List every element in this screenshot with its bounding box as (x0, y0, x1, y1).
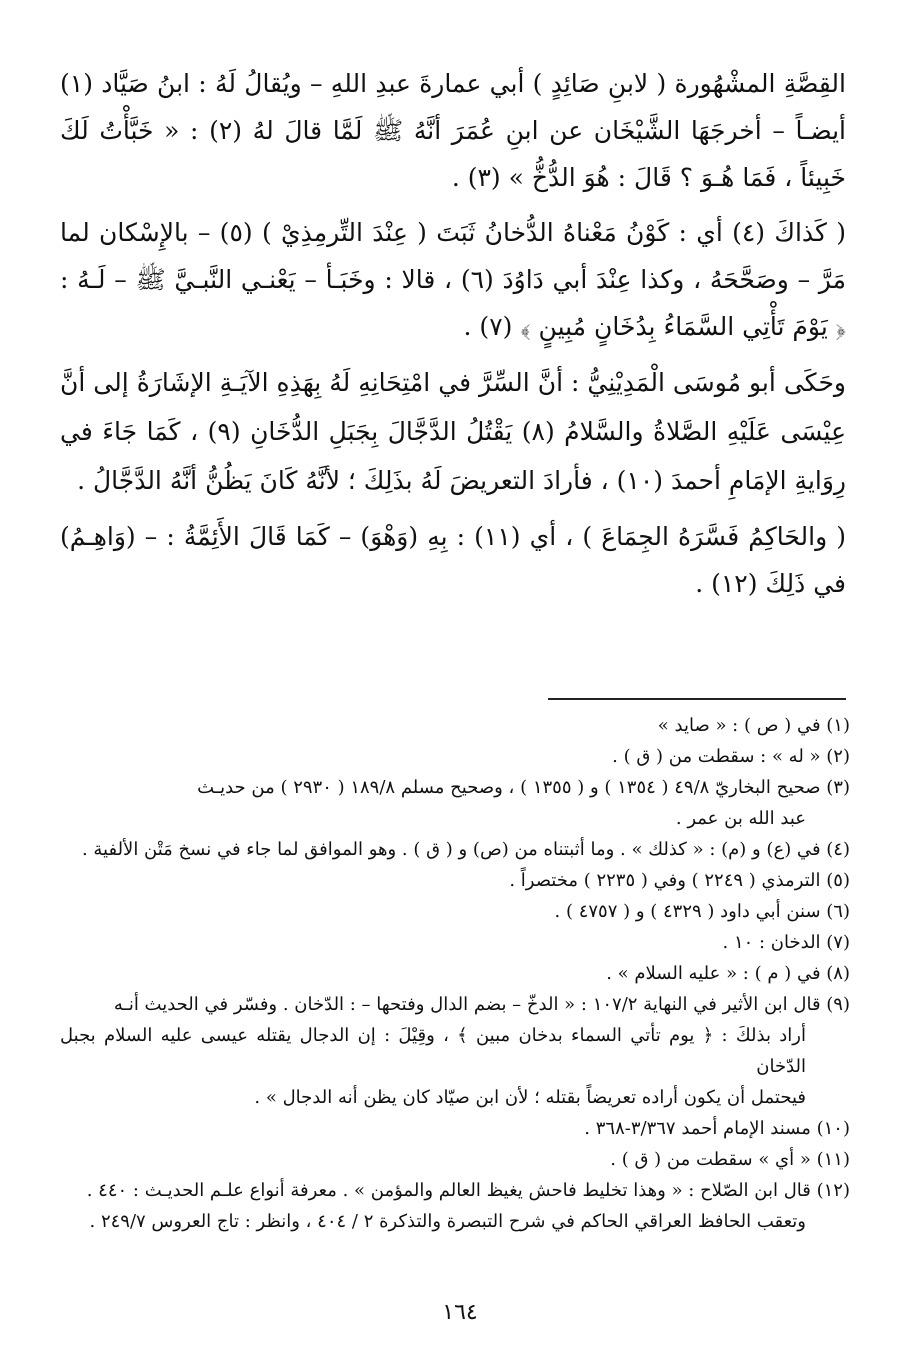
footnote-8: (٨) في ( م ) : « عليه السلام » . (606, 963, 850, 984)
paragraph-4: ( والحَاكِمُ فَسَّرَهُ الجِمَاعَ ) ، أي (١١) : بِهِ (وَهْوَ) – كَمَا قَالَ الأَئِمَّةُ : – (وَاهِـمُ) في ذَلِكَ (١٢) . (60, 522, 847, 598)
footnote-12-continued: وتعقب الحافظ العراقي الحاكم في شرح التبصرة والتذكرة ٢ / ٤٠٤ ، وانظر : تاج العروس ٢٤٩/٧ . (89, 1211, 806, 1232)
footnote-3-continued: عبد الله بن عمر . (675, 808, 806, 829)
footnote-divider (548, 698, 846, 700)
footnote-7: (٧) الدخان : ١٠ . (722, 932, 850, 953)
main-text (60, 60, 846, 615)
footnote-5: (٥) الترمذي ( ٢٢٤٩ ) وفي ( ٢٢٣٥ ) مختصراً . (509, 870, 850, 891)
footnote-9: (٩) قال ابن الأثير في النهاية ١٠٧/٢ : « الدخّ – بضم الدال وفتحها – : الدّخان . وفسّر في الحديث أنـه (113, 994, 850, 1015)
footnote-11: (١١) « أي » سقطت من ( ق ) . (610, 1149, 850, 1170)
footnote-1: (١) في ( ص ) : « صايد » (657, 715, 850, 736)
page-number: ١٦٤ (442, 1300, 478, 1325)
footnote-4: (٤) في (ع) و (م) : « كذلك » . وما أثبتناه من (ص) و ( ق ) . وهو الموافق لما جاء في نسخ مَتْن الألفية . (81, 839, 850, 860)
footnote-9-continued-2: فيحتمل أن يكون أراده تعريضاً بقتله ؛ لأن ابن صيّاد كان يظن أنه الدجال » . (254, 1087, 806, 1108)
footnote-10: (١٠) مسند الإمام أحمد ٣/٣٦٧-٣٦٨ . (584, 1118, 850, 1139)
footnote-2: (٢) « له » : سقطت من ( ق ) . (612, 746, 850, 767)
footnote-9-continued: أراد بذلكَ : ﴿ يوم تأتي السماء بدخان مبين ﴾ ، وقِيْلَ : إن الدجال يقتله عيسى عليه السلام بجبل الدّخان (60, 1025, 806, 1077)
paragraph-2: ( كَذاكَ (٤) أي : كَوْنُ مَعْناهُ الدُّخانُ ثَبَتَ ( عِنْدَ التِّرمِذِيْ ) (٥) – بالإِسْكان لما مَرَّ – وصَحَّحَهُ ، وكذا عِنْدَ أبي دَاوُدَ (٦) ، قالا : وخَبَـأ – يَعْنـي النَّبـيَّ ﷺ – لَـهُ : ﴿ يَوْمَ تَأْتِي السَّمَاءُ بِدُخَانٍ مُبِينٍ ﴾ (٧) . (60, 218, 846, 341)
footnote-3: (٣) صحيح البخاريّ ٤٩/٨ ( ١٣٥٤ ) و ( ١٣٥٥ ) ، وصحيح مسلم ١٨٩/٨ ( ٢٩٣٠ ) من حديـث (197, 777, 850, 798)
paragraph-1: القِصَّةِ المشْهُورة ( لابنِ صَائِدٍ ) أبي عمارةَ عبدِ اللهِ – ويُقالُ لَهُ : ابنُ صَيَّاد (١) أيضـاً – أخرجَهَا الشَّيْخَان عن ابنِ عُمَرَ أنَّهُ ﷺ لَمَّا قالَ لهُ (٢) : « خَبَّأْتُ لَكَ خَبِيئاً ، فَمَا هُـوَ ؟ قَالَ : هُوَ الدُّخُّ » (٣) . (60, 69, 846, 192)
footnote-12: (١٢) قال ابن الصّلاح : « وهذا تخليط فاحش يغيظ العالم والمؤمن » . معرفة أنواع علـم الحديـث : ٤٤٠ . (86, 1180, 850, 1201)
footnotes (60, 710, 850, 1237)
footnote-6: (٦) سنن أبي داود ( ٤٣٢٩ ) و ( ٤٧٥٧ ) . (554, 901, 850, 922)
paragraph-3: وحَكَى أبو مُوسَى الْمَدِيْنِيُّ : أنَّ السِّرَّ في امْتِحَانِهِ لَهُ بِهَذِهِ الآيَـةِ الإشَارَةُ إلى أنَّ عِيْسَى عَلَيْهِ الصَّلاةُ والسَّلامُ (٨) يَقْتُلُ الدَّجَّالَ بِجَبَلِ الدُّخَانِ (٩) ، كَمَا جَاءَ في رِوَايةِ الإمَامِ أحمدَ (١٠) ، فأرادَ التعريضَ لَهُ بذَلِكَ ؛ لأنَّهُ كَانَ يَظُنُّ أنَّهُ الدَّجَّالُ . (60, 368, 846, 495)
